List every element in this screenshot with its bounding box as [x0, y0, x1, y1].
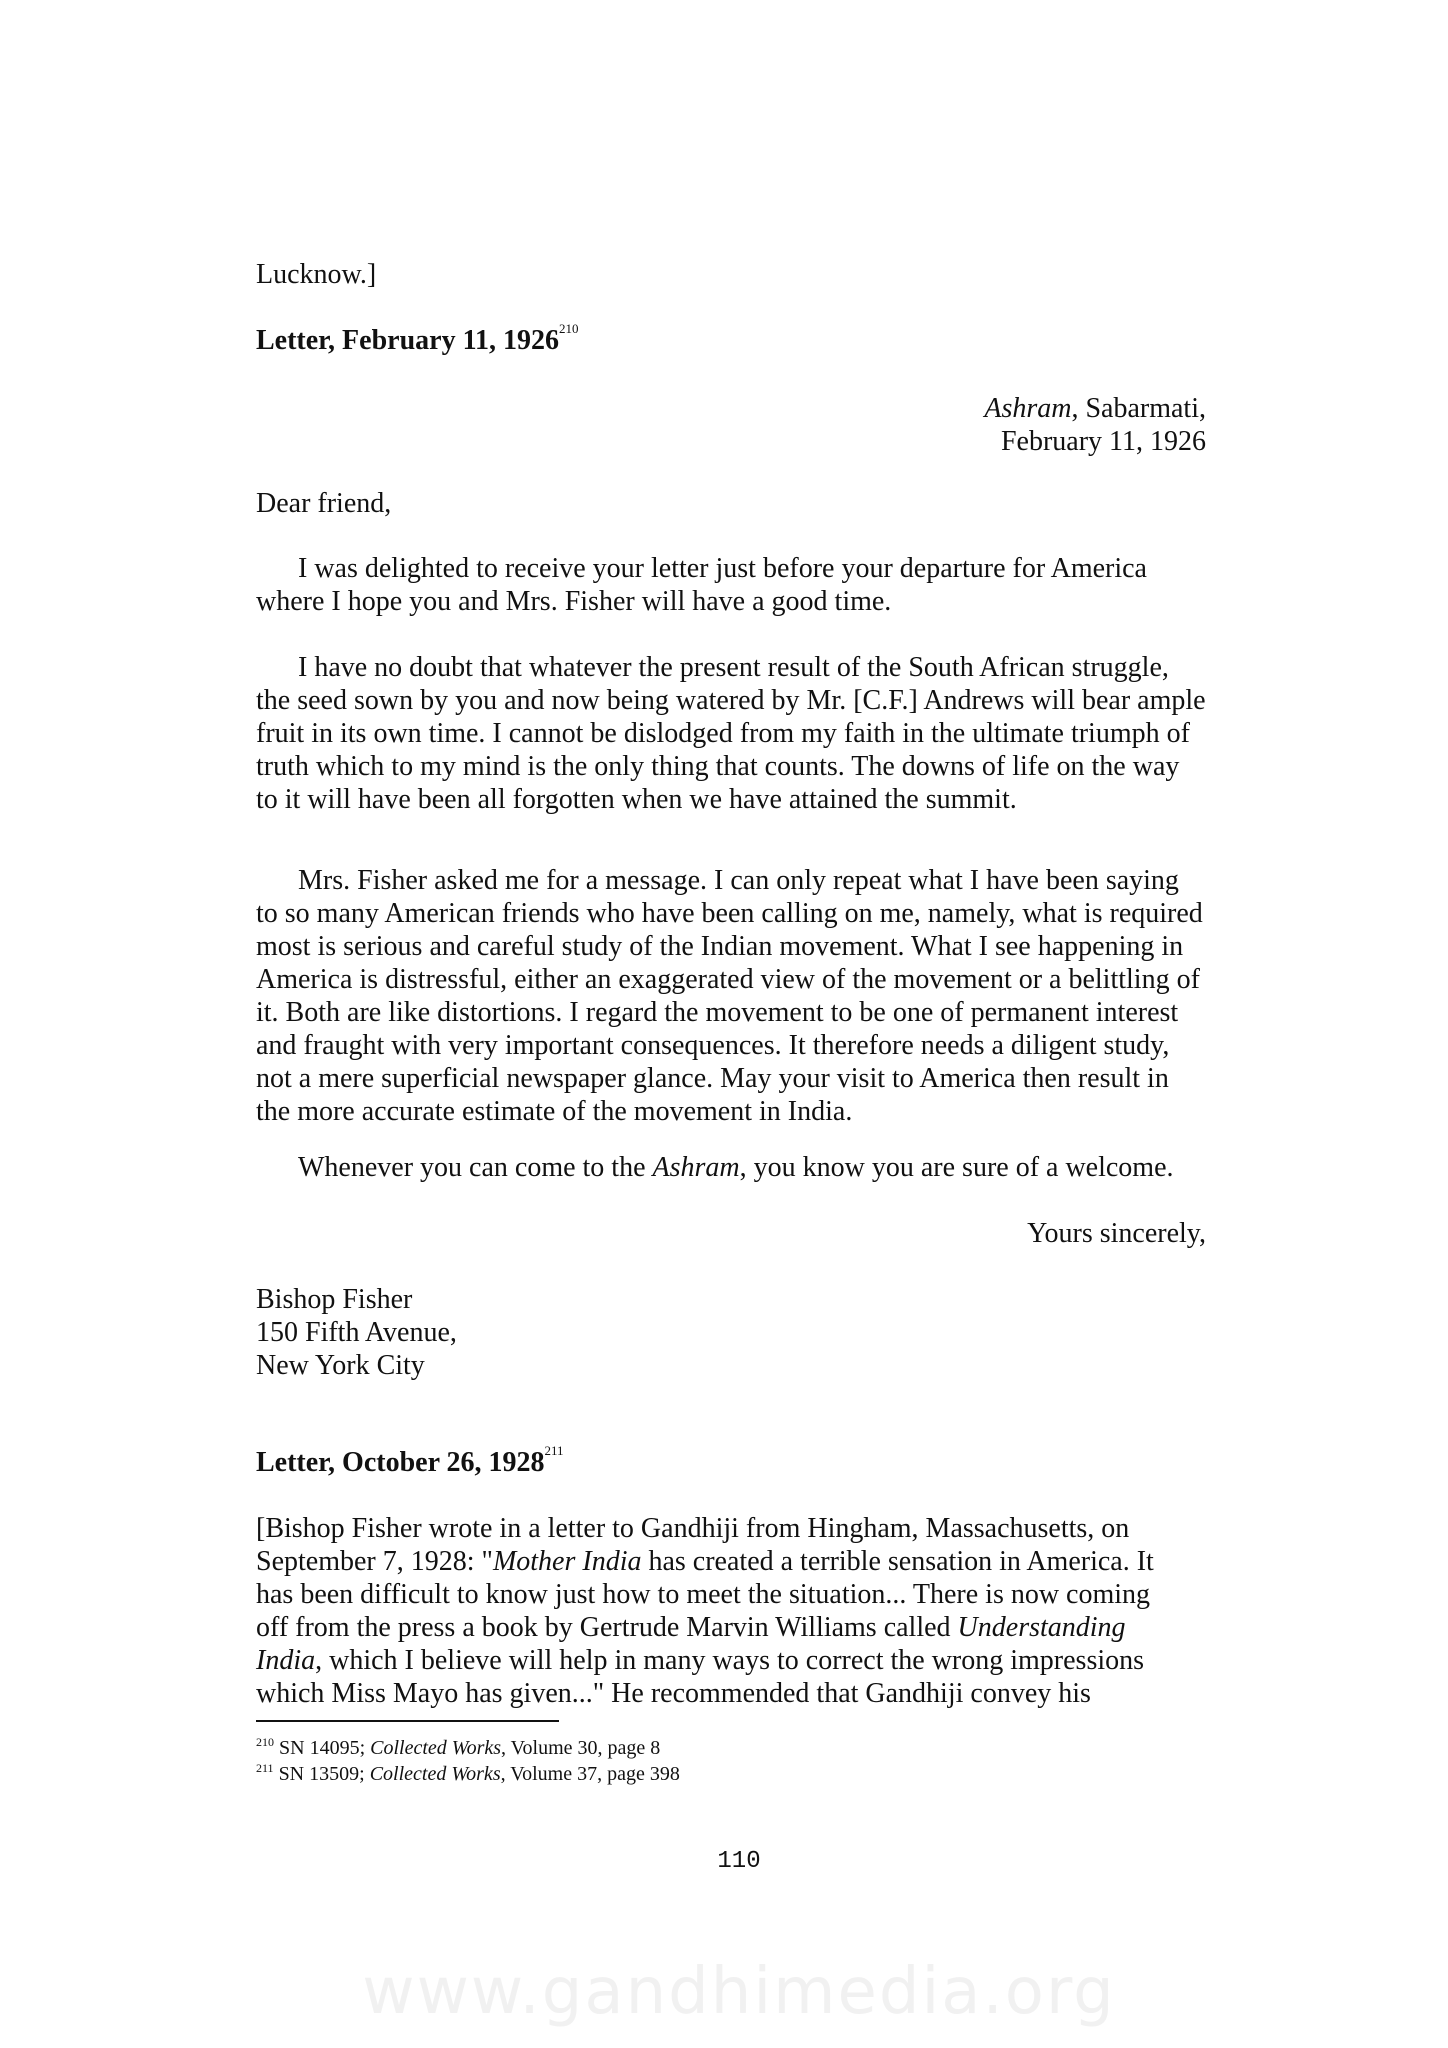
- intro-part-1: [Bishop Fisher wrote in a letter to Gandhiji from Hingham, Massachusetts, on September 7, 1928: ": [256, 1513, 1130, 1577]
- footnote-text-end: , Volume 30, page 8: [501, 1737, 661, 1759]
- top-line: Lucknow.]: [256, 259, 377, 290]
- intro-part-2: has created a terrible sensation in America. It has been difficult to know just how to meet the situation... There is now coming off from the press a book by Gertrude Marvin Williams called: [256, 1546, 1154, 1643]
- recipient-city: New York City: [256, 1350, 425, 1381]
- sender-address: [256, 392, 1206, 458]
- letter1-heading: [256, 321, 1206, 357]
- page-number: 110: [717, 1848, 761, 1875]
- intro-understanding-india: Understanding India: [256, 1612, 1126, 1676]
- letter1-paragraph-4: [256, 1151, 1206, 1184]
- closing: Yours sincerely,: [1027, 1218, 1206, 1249]
- recipient-address: [256, 1283, 1206, 1382]
- footnote-italic: Collected Works: [370, 1737, 502, 1759]
- recipient-street: 150 Fifth Avenue,: [256, 1317, 457, 1348]
- salutation: Dear friend,: [256, 488, 392, 519]
- recipient-name: Bishop Fisher: [256, 1284, 413, 1315]
- footnote-italic: Collected Works: [369, 1763, 501, 1785]
- letter1-heading-text: Letter, February 11, 1926: [256, 325, 560, 356]
- para4-pre: Whenever you can come to the: [298, 1152, 653, 1183]
- watermark: www.gandhimedia.org: [362, 1955, 1116, 2029]
- footnote-211: [256, 1761, 680, 1787]
- letter1-paragraph-3: Mrs. Fisher asked me for a message. I can only repeat what I have been saying to so many American friends who have been calling on me, namely, what is required most is serious and careful study of the Indian movement. What I see happening in America is distressful, either an exaggerated view of the movement or a belittling of it. Both are like distortions. I regard the movement to be one of permanent interest and fraught with very important consequences. It therefore needs a diligent study, not a mere superficial newspaper glance. May your visit to America then result in the more accurate estimate of the movement in India.: [256, 865, 1203, 1127]
- letter2-heading-text: Letter, October 26, 1928: [256, 1447, 545, 1478]
- address-place: , Sabarmati,: [1071, 393, 1206, 424]
- footnotes: [256, 1735, 680, 1787]
- footnote-text: SN 13509;: [273, 1763, 370, 1785]
- footnote-number: 211: [256, 1761, 274, 1775]
- para4-ashram: Ashram: [652, 1152, 740, 1183]
- para4-post: , you know you are sure of a welcome.: [739, 1152, 1174, 1183]
- footnote-210: [256, 1735, 680, 1761]
- letter1-paragraph-1: I was delighted to receive your letter just before your departure for America where I hope you and Mrs. Fisher will have a good time.: [256, 553, 1147, 617]
- intro-part-3: , which I believe will help in many ways to correct the wrong impressions which Miss Mayo has given..." He recommended that Gandhiji convey his: [256, 1645, 1145, 1709]
- letter2-heading: [256, 1443, 1206, 1479]
- address-line: [256, 392, 1206, 425]
- footnote-ref-211: 211: [544, 1443, 564, 1458]
- footnote-divider: [256, 1720, 559, 1722]
- address-ashram: Ashram: [984, 393, 1072, 424]
- footnote-ref-210: 210: [559, 321, 579, 336]
- footnote-text: SN 14095;: [274, 1737, 371, 1759]
- footnote-text-end: , Volume 37, page 398: [500, 1763, 680, 1785]
- letter2-intro: [256, 1512, 1176, 1710]
- letter1-date: February 11, 1926: [1000, 426, 1206, 457]
- footnote-number: 210: [256, 1735, 274, 1749]
- letter1-paragraph-2: I have no doubt that whatever the present result of the South African struggle, the seed sown by you and now being watered by Mr. [C.F.] Andrews will bear ample fruit in its own time. I cannot be dislodged from my faith in the ultimate triumph of truth which to my mind is the only thing that counts. The downs of life on the way to it will have been all forgotten when we have attained the summit.: [256, 652, 1206, 815]
- intro-mother-india: Mother India: [492, 1546, 642, 1577]
